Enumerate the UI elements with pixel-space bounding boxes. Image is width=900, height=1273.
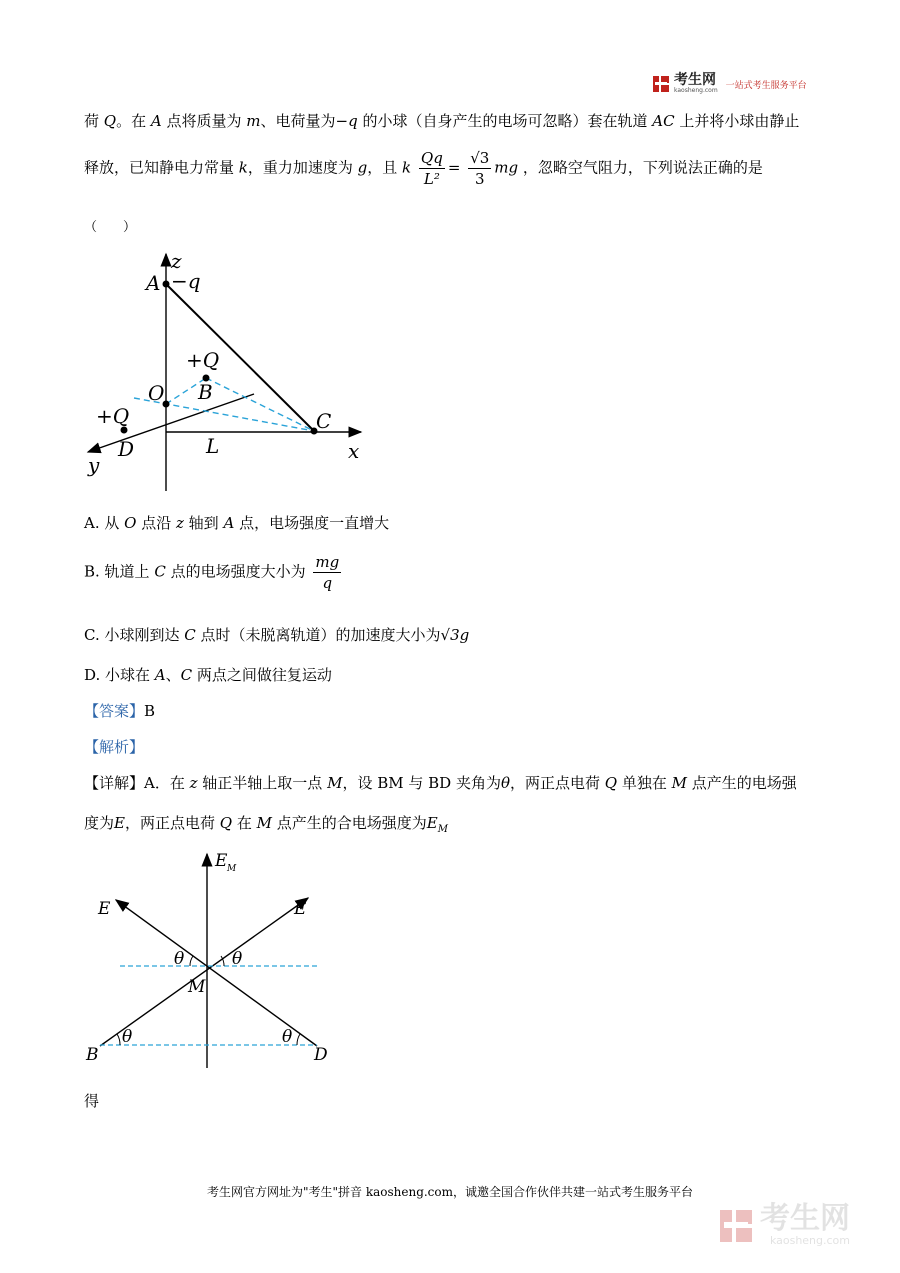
detail-line-1: 【详解】A．在 z 轴正半轴上取一点 M，设 BM 与 BD 夹角为θ，两正点电荷 Q 单独在 M 点产生的电场强 [84, 774, 797, 792]
detail-label: 【详解】 [84, 774, 145, 792]
line-b-to-e-right [100, 898, 308, 1046]
figure-2-diagram [82, 846, 342, 1078]
analysis-label: 【解析】 [84, 738, 145, 756]
label-b: B [86, 1045, 99, 1065]
answer-paren: （ ） [84, 220, 137, 235]
figure-1-diagram [76, 246, 376, 494]
detail-line-2: 度为E，两正点电荷 Q 在 M 点产生的合电场强度为$E_M$ [84, 814, 448, 835]
answer-label: 【答案】 [84, 702, 145, 720]
fraction-sqrt3-3: $\frac{√3}{3}$ [470, 149, 490, 188]
fraction-mg-q: $\frac{mg}{q}$ [315, 553, 340, 592]
watermark-logo-icon [718, 1208, 754, 1244]
label-b: B [198, 380, 213, 404]
label-plusq-d: +Q [96, 404, 130, 428]
label-negq: −q [171, 269, 201, 293]
question-line-2: 释放，已知静电力常量 k，重力加速度为 g，且 k $\frac{Qq}{\text{L²}}$ = $\frac{√3}{3}$ mg ，忽略空气阻力，下列说法正确的是 [84, 149, 763, 188]
label-em: E [215, 851, 228, 871]
fraction-qq-l2: $\frac{Qq}{\text{L²}}$ [420, 149, 443, 188]
label-theta-b: θ [122, 1027, 133, 1047]
label-d: D [118, 437, 135, 461]
label-d: D [314, 1045, 328, 1065]
label-theta-d: θ [282, 1027, 293, 1047]
option-c: C. 小球刚到达 C 点时（未脱离轨道）的加速度大小为√3g [84, 626, 470, 644]
analysis-line [84, 736, 144, 757]
label-l: L [206, 434, 220, 458]
label-theta-right: θ [232, 949, 243, 969]
logo-tagline: 一站式考生服务平台 [725, 80, 807, 91]
option-d: D. 小球在 A、C 两点之间做往复运动 [84, 666, 332, 684]
watermark [718, 1201, 850, 1247]
label-e-right: E [294, 899, 307, 919]
point-a [163, 281, 170, 288]
question-line-1: 荷 Q。在 A 点将质量为 m、电荷量为−q 的小球（自身产生的电场可忽略）套在轨道 AC 上并将小球由静止 [84, 112, 800, 130]
label-z: z [171, 249, 182, 273]
label-theta-left: θ [174, 949, 185, 969]
logo-name: 考生网 [674, 72, 716, 88]
label-o: O [148, 381, 165, 405]
label-plusq-b: +Q [186, 348, 220, 372]
line-d-to-e-left [116, 900, 317, 1046]
label-em-sub: M [227, 864, 237, 874]
de-text: 得 [84, 1092, 100, 1110]
header-logo [652, 74, 807, 94]
label-x: x [348, 439, 360, 463]
footer-text: 考生网官方网址为"考生"拼音 kaosheng.com，诚邀全国合作伙伴共建一站式考生服务平台 [206, 1185, 694, 1199]
logo-domain: kaosheng.com [674, 87, 718, 94]
answer-line [84, 700, 155, 721]
label-m: M [188, 977, 206, 997]
label-y: y [88, 453, 100, 477]
option-b: B. 轨道上 C 点的电场强度大小为 $\frac{mg}{q}$ [84, 553, 340, 592]
logo-mark-icon [652, 75, 670, 93]
label-c: C [316, 409, 332, 433]
watermark-name: 考生网 [760, 1201, 850, 1236]
option-a: A. 从 O 点沿 z 轴到 A 点，电场强度一直增大 [84, 514, 390, 532]
label-a: A [146, 271, 161, 295]
watermark-domain: kaosheng.com [769, 1234, 850, 1247]
answer-value: B [144, 702, 156, 720]
label-e-left: E [98, 899, 111, 919]
